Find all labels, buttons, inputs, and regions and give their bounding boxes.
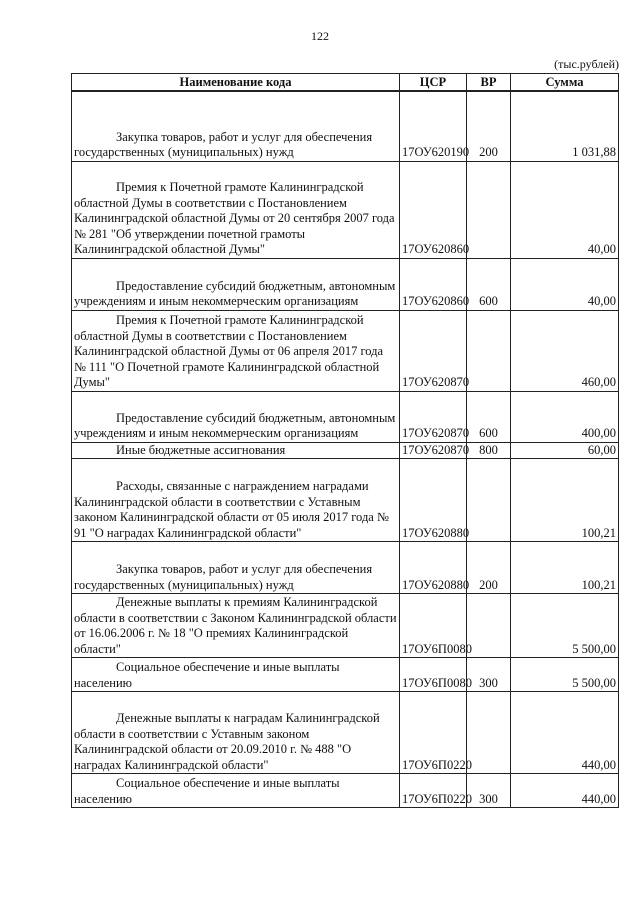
row-sum: 100,21 bbox=[511, 459, 619, 542]
row-name-cell bbox=[72, 459, 400, 542]
row-name: Премия к Почетной грамоте Калининградской областной Думы в соответствии с Постановлением Калининградской областной Думы от 20 сентября 2007 года № 281 "Об утверждении почетной грамоты Калининградской областной Думы" bbox=[74, 180, 395, 256]
row-vr: 200 bbox=[467, 91, 511, 161]
row-csr: 17ОУ620870 bbox=[400, 442, 467, 459]
budget-table bbox=[71, 73, 619, 808]
table-row bbox=[72, 459, 619, 542]
row-sum: 400,00 bbox=[511, 391, 619, 442]
table-row bbox=[72, 658, 619, 692]
row-sum: 460,00 bbox=[511, 310, 619, 391]
row-csr: 17ОУ620870 bbox=[400, 310, 467, 391]
row-name: Иные бюджетные ассигнования bbox=[116, 442, 286, 457]
table-row bbox=[72, 391, 619, 442]
row-csr: 17ОУ6П0080 bbox=[400, 658, 467, 692]
row-name: Расходы, связанные с награждением наградами Калининградской области в соответствии с Уставным законом Калининградской области от 05 июля 2017 года № 91 "О наградах Калининградской области" bbox=[74, 479, 389, 540]
row-name: Закупка товаров, работ и услуг для обеспечения государственных (муниципальных) нужд bbox=[74, 562, 373, 592]
row-name: Денежные выплаты к наградам Калининградской области в соответствии с Уставным законом Калининградской области от 20.09.2010 г. № 488 "О наградах Калининградской области" bbox=[74, 711, 380, 772]
table-row bbox=[72, 594, 619, 658]
page-number: 122 bbox=[311, 29, 329, 43]
table-row bbox=[72, 258, 619, 310]
row-vr: 300 bbox=[467, 658, 511, 692]
table-row bbox=[72, 91, 619, 161]
row-sum: 440,00 bbox=[511, 774, 619, 808]
row-sum: 5 500,00 bbox=[511, 658, 619, 692]
header-csr: ЦСР bbox=[400, 74, 467, 92]
row-sum: 60,00 bbox=[511, 442, 619, 459]
row-vr: 200 bbox=[467, 542, 511, 594]
row-name-cell bbox=[72, 258, 400, 310]
row-name: Социальное обеспечение и иные выплаты населению bbox=[74, 660, 340, 690]
row-csr: 17ОУ620190 bbox=[400, 91, 467, 161]
row-sum: 1 031,88 bbox=[511, 91, 619, 161]
header-sum: Сумма bbox=[511, 74, 619, 92]
row-name-cell bbox=[72, 391, 400, 442]
row-vr bbox=[467, 459, 511, 542]
row-sum: 100,21 bbox=[511, 542, 619, 594]
row-name-cell bbox=[72, 658, 400, 692]
row-csr: 17ОУ620870 bbox=[400, 391, 467, 442]
row-name: Закупка товаров, работ и услуг для обеспечения государственных (муниципальных) нужд bbox=[74, 129, 373, 159]
row-name-cell bbox=[72, 692, 400, 774]
row-name-cell bbox=[72, 594, 400, 658]
row-csr: 17ОУ620880 bbox=[400, 542, 467, 594]
row-sum: 40,00 bbox=[511, 258, 619, 310]
row-name: Премия к Почетной грамоте Калининградской областной Думы в соответствии с Постановлением Калининградской областной Думы от 06 апреля 2017 года № 111 "О Почетной грамоте Калининградской областной Думы" bbox=[74, 313, 384, 389]
row-csr: 17ОУ620860 bbox=[400, 161, 467, 258]
row-csr: 17ОУ620880 bbox=[400, 459, 467, 542]
row-name: Социальное обеспечение и иные выплаты населению bbox=[74, 776, 340, 806]
row-vr bbox=[467, 310, 511, 391]
table-row bbox=[72, 310, 619, 391]
header-vr: ВР bbox=[467, 74, 511, 92]
row-csr: 17ОУ620860 bbox=[400, 258, 467, 310]
row-vr bbox=[467, 594, 511, 658]
table-row bbox=[72, 542, 619, 594]
row-name-cell bbox=[72, 161, 400, 258]
row-sum: 5 500,00 bbox=[511, 594, 619, 658]
row-name-cell bbox=[72, 91, 400, 161]
row-sum: 440,00 bbox=[511, 692, 619, 774]
units-label: (тыс.рублей) bbox=[554, 57, 619, 71]
row-vr: 600 bbox=[467, 258, 511, 310]
row-name: Предоставление субсидий бюджетным, автономным учреждениям и иным некоммерческим организациям bbox=[74, 278, 396, 308]
row-vr: 600 bbox=[467, 391, 511, 442]
row-csr: 17ОУ6П0220 bbox=[400, 692, 467, 774]
row-vr bbox=[467, 692, 511, 774]
table-row bbox=[72, 774, 619, 808]
header-name: Наименование кода bbox=[72, 74, 400, 92]
row-name-cell bbox=[72, 310, 400, 391]
table-row bbox=[72, 161, 619, 258]
row-csr: 17ОУ6П0080 bbox=[400, 594, 467, 658]
row-name-cell bbox=[72, 774, 400, 808]
row-vr bbox=[467, 161, 511, 258]
row-vr: 800 bbox=[467, 442, 511, 459]
row-name: Денежные выплаты к премиям Калининградской области в соответствии с Законом Калининградской области от 16.06.2006 г. № 18 "О премиях Калининградской области" bbox=[74, 595, 397, 656]
row-sum: 40,00 bbox=[511, 161, 619, 258]
table-header-row bbox=[72, 74, 619, 92]
row-name: Предоставление субсидий бюджетным, автономным учреждениям и иным некоммерческим организациям bbox=[74, 410, 396, 440]
table-row bbox=[72, 692, 619, 774]
row-name-cell bbox=[72, 442, 400, 459]
row-name-cell bbox=[72, 542, 400, 594]
table-row bbox=[72, 442, 619, 459]
row-vr: 300 bbox=[467, 774, 511, 808]
row-csr: 17ОУ6П0220 bbox=[400, 774, 467, 808]
